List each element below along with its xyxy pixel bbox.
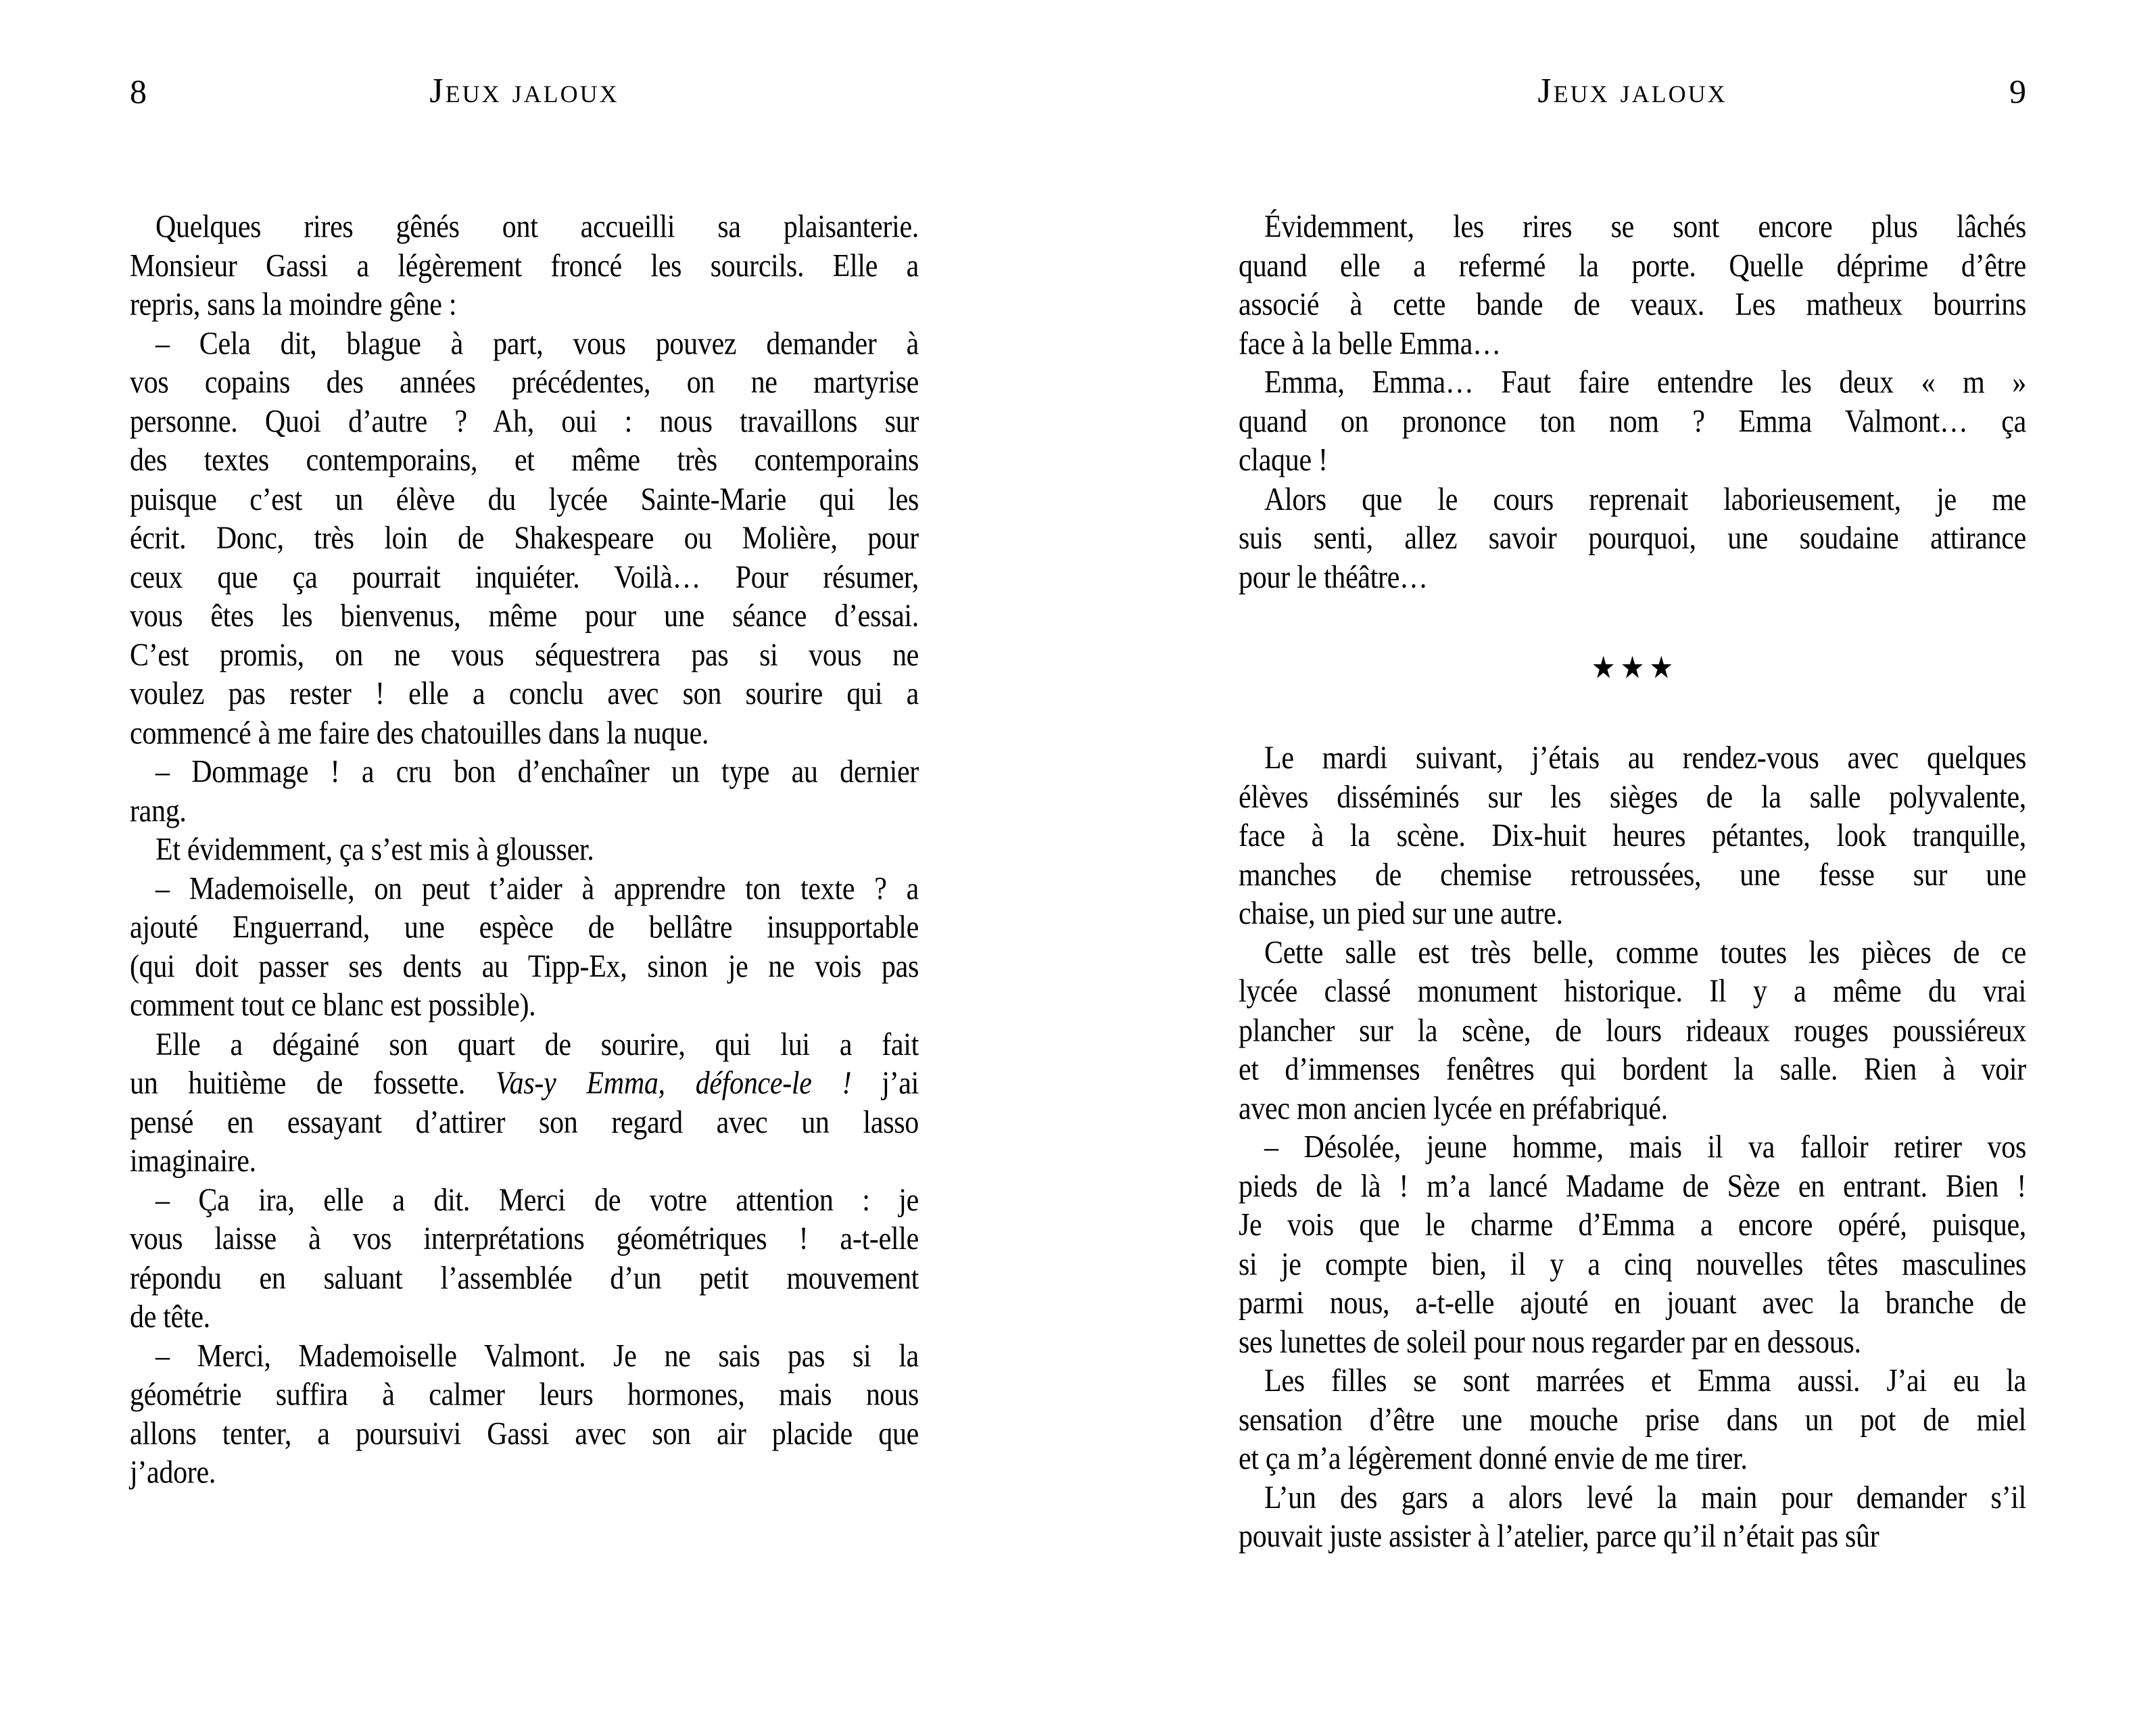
paragraph	[1239, 1362, 2026, 1479]
text-line: Je vois que le charme d’Emma a encore opéré, puisque,	[1239, 1207, 2026, 1244]
text-line: avec mon ancien lycée en préfabriqué.	[1239, 1090, 1668, 1127]
text-line: ses lunettes de soleil pour nous regarder par en dessous.	[1239, 1324, 1861, 1360]
paragraph	[1239, 480, 2026, 597]
text-line: face à la belle Emma…	[1239, 325, 1501, 362]
text-line: pouvait juste assister à l’atelier, parce qu’il n’était pas sûr	[1239, 1519, 1879, 1555]
text-line: Emma, Emma… Faut faire entendre les deux « m »	[1264, 364, 2026, 400]
text-line: parmi nous, a-t-elle ajouté en jouant avec la branche de	[1239, 1285, 2026, 1321]
text-line: géométrie suffira à calmer leurs hormones, mais nous	[130, 1377, 919, 1413]
text-line: écrit. Donc, très loin de Shakespeare ou Molière, pour	[130, 520, 919, 557]
paragraph	[1239, 1478, 2026, 1556]
text-line: sensation d’être une mouche prise dans un pot de miel	[1239, 1402, 2026, 1438]
text-line: – Cela dit, blague à part, vous pouvez demander à	[155, 325, 919, 362]
text-line: pieds de là ! m’a lancé Madame de Sèze en entrant. Bien !	[1239, 1169, 2026, 1204]
text-line: commencé à me faire des chatouilles dans la nuque.	[130, 715, 709, 751]
page-body	[1239, 208, 2026, 1556]
running-header: Jeux jaloux	[429, 72, 619, 110]
text-line: Et évidemment, ça s’est mis à glousser.	[155, 832, 594, 868]
text-line: Alors que le cours reprenait laborieusement, je me	[1264, 481, 2026, 517]
text-line: répondu en saluant l’assemblée d’un petit mouvement	[130, 1260, 919, 1296]
text-line: face à la scène. Dix-huit heures pétantes, look tranquille,	[1239, 818, 2026, 854]
text-line: personne. Quoi d’autre ? Ah, oui : nous travaillons sur	[130, 404, 919, 440]
page-header	[130, 72, 919, 114]
paragraph	[130, 870, 919, 1025]
text-line: C’est promis, on ne vous séquestrera pas si vous ne	[130, 637, 919, 673]
text-line: vos copains des années précédentes, on ne martyrise	[130, 364, 919, 400]
text-line: des textes contemporains, et même très contemporains	[130, 442, 919, 479]
text-line: de tête.	[130, 1299, 210, 1335]
text-line: imaginaire.	[130, 1143, 256, 1179]
text-line: si je compte bien, il y a cinq nouvelles têtes masculines	[1239, 1246, 2026, 1282]
text-line: j’adore.	[130, 1455, 216, 1490]
text-line: – Désolée, jeune homme, mais il va falloir retirer vos	[1264, 1129, 2026, 1165]
text-line: L’un des gars a alors levé la main pour demander s’il	[1264, 1480, 2026, 1516]
paragraph	[130, 830, 919, 870]
text-line: Monsieur Gassi a légèrement froncé les sourcils. Elle a	[130, 248, 919, 284]
text-line: suis senti, allez savoir pourquoi, une soudaine attirance	[1239, 520, 2026, 557]
paragraph	[1239, 933, 2026, 1128]
text-line: et ça m’a légèrement donné envie de me tirer.	[1239, 1441, 1748, 1477]
text-line: quand elle a refermé la porte. Quelle déprime d’être	[1239, 248, 2026, 284]
text-line: – Mademoiselle, on peut t’aider à apprendre ton texte ? a	[155, 870, 919, 907]
page-header	[1239, 72, 2026, 114]
paragraph	[130, 1025, 919, 1181]
text-line: puisque c’est un élève du lycée Sainte-Marie qui les	[130, 481, 919, 517]
text-line: (qui doit passer ses dents au Tipp-Ex, sinon je ne vois pas	[130, 949, 919, 985]
text-line: chaise, un pied sur une autre.	[1239, 896, 1563, 932]
text-line: Les filles se sont marrées et Emma aussi. J’ai eu la	[1264, 1363, 2026, 1399]
paragraph	[130, 753, 919, 830]
text-line: vous êtes les bienvenus, même pour une séance d’essai.	[130, 598, 919, 634]
scene-break-stars: ★★★	[1591, 650, 1679, 685]
text-line: lycée classé monument historique. Il y a même du vrai	[1239, 974, 2026, 1010]
text-line: comment tout ce blanc est possible).	[130, 987, 536, 1024]
paragraph	[1239, 208, 2026, 363]
text-line: Cette salle est très belle, comme toutes les pièces de ce	[1264, 935, 2026, 971]
page-8	[130, 0, 919, 1717]
text-line: plancher sur la scène, de lours rideaux rouges poussiéreux	[1239, 1012, 2026, 1049]
page-body	[130, 208, 919, 1492]
text-line: un huitième de fossette. Vas-y Emma, défonce-le ! j’ai	[130, 1065, 919, 1102]
text-line: – Merci, Mademoiselle Valmont. Je ne sais pas si la	[155, 1338, 919, 1374]
text-line: rang.	[130, 793, 187, 829]
paragraph	[1239, 738, 2026, 933]
text-line: repris, sans la moindre gêne :	[130, 287, 457, 323]
italic-phrase: Vas-y Emma, défonce-le !	[495, 1065, 852, 1102]
paragraph	[130, 1337, 919, 1492]
paragraph	[130, 1181, 919, 1336]
text-line: allons tenter, a poursuivi Gassi avec son air placide que	[130, 1415, 919, 1452]
text-line: – Dommage ! a cru bon d’enchaîner un type au dernier	[155, 754, 919, 790]
page-number-right: 9	[2009, 72, 2026, 110]
text-line: ajouté Enguerrand, une espèce de bellâtre insupportable	[130, 910, 919, 945]
text-line: pensé en essayant d’attirer son regard avec un lasso	[130, 1104, 919, 1140]
text-line: Le mardi suivant, j’étais au rendez-vous avec quelques	[1264, 740, 2026, 776]
text-line: vous laisse à vos interprétations géométriques ! a-t-elle	[130, 1221, 919, 1257]
paragraph	[130, 208, 919, 325]
text-line: associé à cette bande de veaux. Les matheux bourrins	[1239, 287, 2026, 323]
text-line: – Ça ira, elle a dit. Merci de votre attention : je	[155, 1182, 919, 1218]
paragraph	[130, 325, 919, 753]
text-line: ceux que ça pourrait inquiéter. Voilà… Pour résumer,	[130, 559, 919, 595]
text-line: élèves disséminés sur les sièges de la salle polyvalente,	[1239, 779, 2026, 815]
page-number-left: 8	[130, 72, 147, 110]
text-line: Quelques rires gênés ont accueilli sa plaisanterie.	[155, 209, 919, 245]
running-header: Jeux jaloux	[1537, 72, 1727, 110]
text-line: voulez pas rester ! elle a conclu avec son sourire qui a	[130, 676, 919, 712]
text-line: quand on prononce ton nom ? Emma Valmont… ça	[1239, 404, 2026, 440]
text-line: manches de chemise retroussées, une fesse sur une	[1239, 857, 2026, 893]
text-line: Elle a dégainé son quart de sourire, qui lui a fait	[155, 1027, 919, 1062]
text-line: et d’immenses fenêtres qui bordent la salle. Rien à voir	[1239, 1052, 2026, 1087]
text-line: pour le théâtre…	[1239, 559, 1428, 595]
paragraph	[1239, 1128, 2026, 1361]
page-9	[1239, 0, 2026, 1717]
text-line: Évidemment, les rires se sont encore plus lâchés	[1264, 209, 2026, 245]
paragraph	[1239, 363, 2026, 480]
text-line: claque !	[1239, 442, 1328, 479]
